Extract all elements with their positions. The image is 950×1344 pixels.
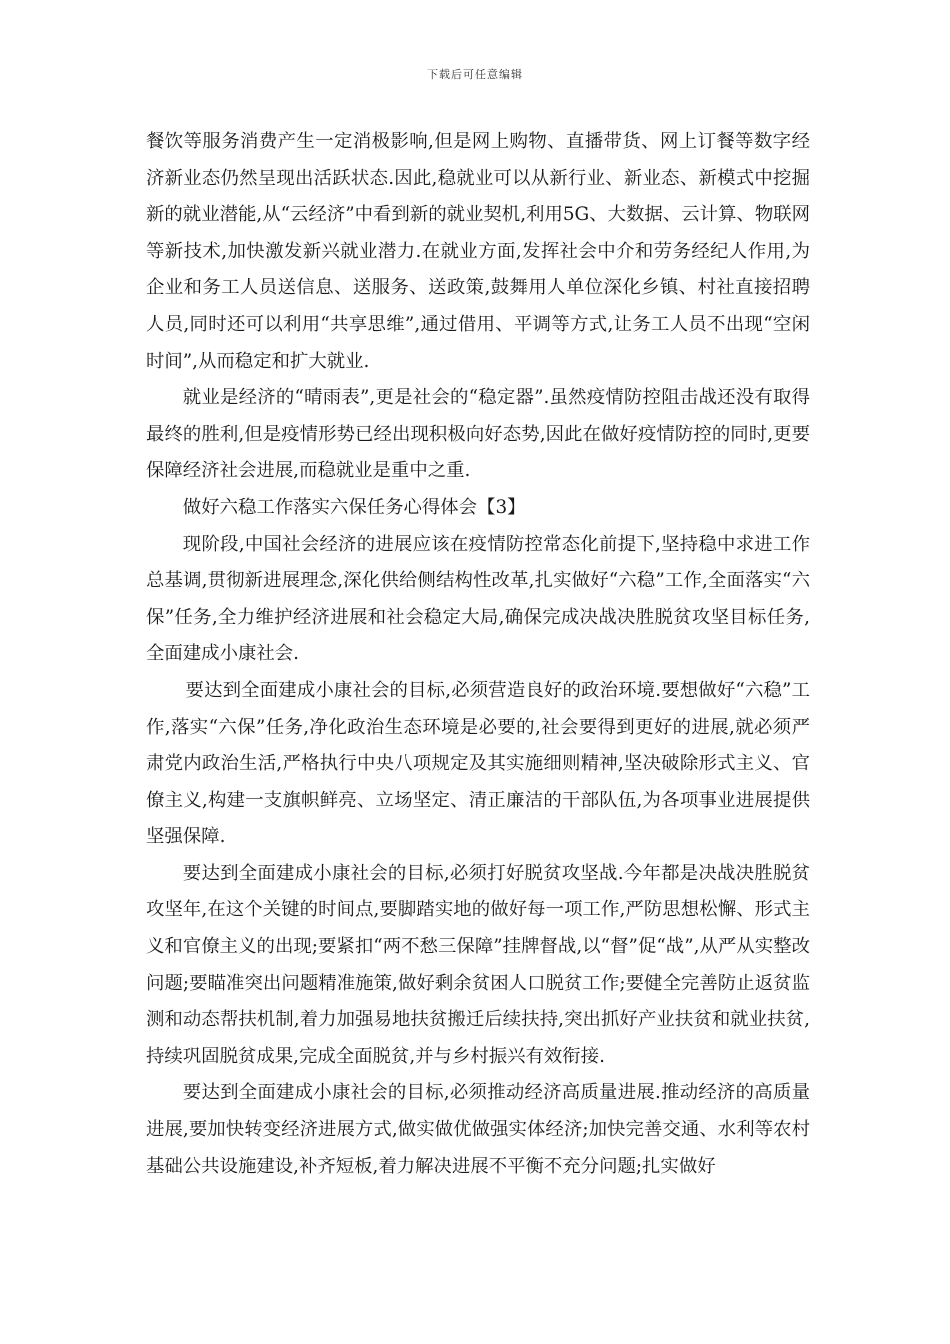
page-header-note: 下载后可任意编辑 (427, 68, 523, 81)
paragraph-6: 要达到全面建成小康社会的目标,必须推动经济高质量进展.推动经济的高质量进展,要加快转变经济进展方式,做实做优做强实体经济;加快完善交通、水利等农村基础公共设施建设,补齐短板,着力解决进展不平衡不充分问题;扎实做好 (146, 1082, 810, 1177)
document-body (146, 124, 810, 1185)
paragraph-2: 就业是经济的“晴雨表”,更是社会的“稳定器”.虽然疫情防控阻击战还没有取得最终的胜利,但是疫情形势已经出现积极向好态势,因此在做好疫情防控的同时,更要保障经济社会进展,而稳就业是重中之重. (146, 387, 810, 482)
paragraph-3: 现阶段,中国社会经济的进展应该在疫情防控常态化前提下,坚持稳中求进工作总基调,贯彻新进展理念,深化供给侧结构性改革,扎实做好“六稳”工作,全面落实“六保”任务,全力维护经济进展和社会稳定大局,确保完成决战决胜脱贫攻坚目标任务,全面建成小康社会. (146, 533, 810, 665)
paragraph-1: 餐饮等服务消费产生一定消极影响,但是网上购物、直播带货、网上订餐等数字经济新业态仍然呈现出活跃状态.因此,稳就业可以从新行业、新业态、新模式中挖掘新的就业潜能,从“云经济”中看到新的就业契机,利用5G、大数据、云计算、物联网等新技术,加快激发新兴就业潜力.在就业方面,发挥社会中介和劳务经纪人作用,为企业和务工人员送信息、送服务、送政策,鼓舞用人单位深化乡镇、村社直接招聘人员,同时还可以利用“共享思维”,通过借用、平调等方式,让务工人员不出现“空闲时间”,从而稳定和扩大就业. (146, 131, 810, 372)
section-heading: 做好六稳工作落实六保任务心得体会【3】 (182, 496, 526, 518)
paragraph-4: 要达到全面建成小康社会的目标,必须营造良好的政治环境.要想做好“六稳”工作,落实“六保”任务,净化政治生态环境是必要的,社会要得到更好的进展,就必须严肃党内政治生活,严格执行中央八项规定及其实施细则精神,坚决破除形式主义、官僚主义,构建一支旗帜鲜亮、立场坚定、清正廉洁的干部队伍,为各项事业进展提供坚强保障. (146, 679, 810, 848)
paragraph-5: 要达到全面建成小康社会的目标,必须打好脱贫攻坚战.今年都是决战决胜脱贫攻坚年,在这个关键的时间点,要脚踏实地的做好每一项工作,严防思想松懈、形式主义和官僚主义的出现;要紧扣“两不愁三保障”挂牌督战,以“督”促“战”,从严从实整改问题;要瞄准突出问题精准施策,做好剩余贫困人口脱贫工作;要健全完善防止返贫监测和动态帮扶机制,着力加强易地扶贫搬迁后续扶持,突出抓好产业扶贫和就业扶贫,持续巩固脱贫成果,完成全面脱贫,并与乡村振兴有效衔接. (146, 862, 810, 1067)
